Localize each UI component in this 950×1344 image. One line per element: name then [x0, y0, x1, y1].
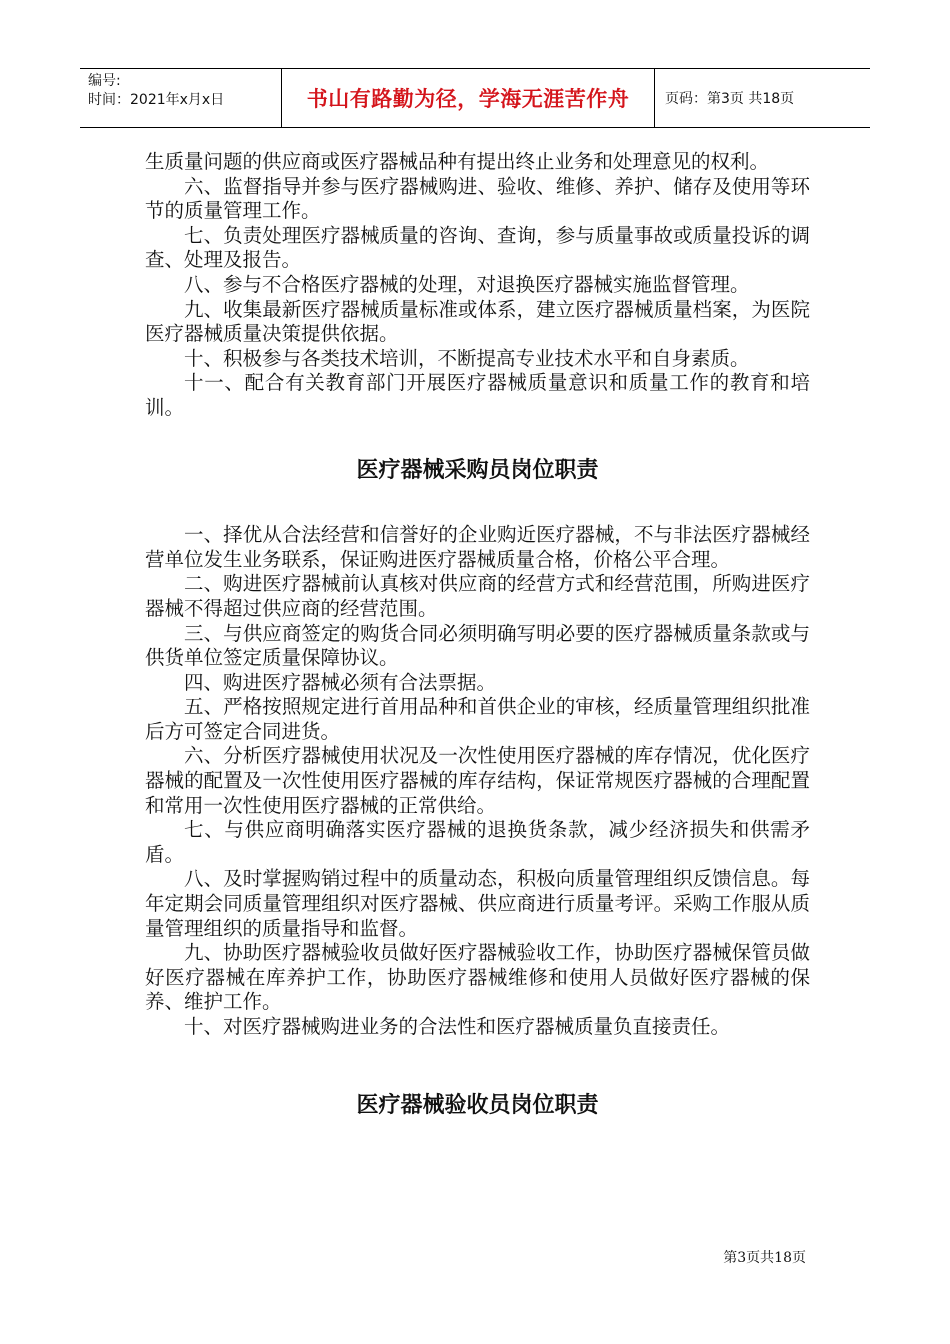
- paragraph: 一、择优从合法经营和信誉好的企业购近医疗器械，不与非法医疗器械经营单位发生业务联系，保证购进医疗器械质量合格，价格公平合理。: [145, 523, 810, 571]
- paragraph: 六、监督指导并参与医疗器械购进、验收、维修、养护、储存及使用等环节的质量管理工作。: [145, 174, 810, 223]
- paragraph: 九、收集最新医疗器械质量标准或体系，建立医疗器械质量档案，为医院医疗器械质量决策提供依据。: [145, 297, 810, 346]
- paragraph: 四、购进医疗器械必须有合法票据。: [184, 670, 497, 694]
- time-label: 时间：2021年x月x日: [88, 92, 225, 108]
- paragraph: 六、分析医疗器械使用状况及一次性使用医疗器械的库存情况，优化医疗器械的配置及一次性使用医疗器械的库存结构，保证常规医疗器械的合理配置和常用一次性使用医疗器械的正常供给。: [145, 744, 810, 817]
- paragraph: 三、与供应商签定的购货合同必须明确写明必要的医疗器械质量条款或与供货单位签定质量保障协议。: [145, 621, 810, 670]
- section-title-purchaser: 医疗器械采购员岗位职责: [356, 457, 599, 483]
- paragraph: 七、与供应商明确落实医疗器械的退换货条款，减少经济损失和供需矛盾。: [145, 818, 810, 866]
- header-meta: [80, 69, 282, 127]
- paragraph: 二、购进医疗器械前认真核对供应商的经营方式和经营范围，所购进医疗器械不得超过供应商的经营范围。: [145, 572, 810, 620]
- paragraph: 八、参与不合格医疗器械的处理，对退换医疗器械实施监督管理。: [184, 272, 750, 296]
- paragraph: 九、协助医疗器械验收员做好医疗器械验收工作，协助医疗器械保管员做好医疗器械在库养护工作，协助医疗器械维修和使用人员做好医疗器械的保养、维护工作。: [145, 941, 810, 1014]
- header-page-info: 页码：第3页 共18页: [665, 91, 795, 107]
- paragraph: 生质量问题的供应商或医疗器械品种有提出终止业务和处理意见的权利。: [145, 150, 770, 173]
- section-title-inspector: 医疗器械验收员岗位职责: [356, 1092, 599, 1118]
- paragraph: 五、严格按照规定进行首用品种和首供企业的审核，经质量管理组织批准后方可签定合同进货。: [145, 695, 810, 743]
- header-motto: 书山有路勤为径，学海无涯苦作舟: [282, 69, 655, 127]
- paragraph: 十一、配合有关教育部门开展医疗器械质量意识和质量工作的教育和培训。: [145, 371, 810, 419]
- paragraph: 七、负责处理医疗器械质量的咨询、查询，参与质量事故或质量投诉的调查、处理及报告。: [145, 223, 810, 272]
- paragraph: 八、及时掌握购销过程中的质量动态，积极向质量管理组织反馈信息。每年定期会同质量管理组织对医疗器械、供应商进行质量考评。采购工作服从质量管理组织的质量指导和监督。: [145, 867, 810, 940]
- code-label: 编号:: [88, 73, 121, 89]
- document-body: [145, 150, 810, 1118]
- page-header: [80, 68, 870, 128]
- paragraph: 十、对医疗器械购进业务的合法性和医疗器械质量负直接责任。: [184, 1015, 731, 1038]
- paragraph: 十、积极参与各类技术培训，不断提高专业技术水平和自身素质。: [184, 346, 750, 370]
- page-footer: 第3页共18页: [723, 1250, 806, 1266]
